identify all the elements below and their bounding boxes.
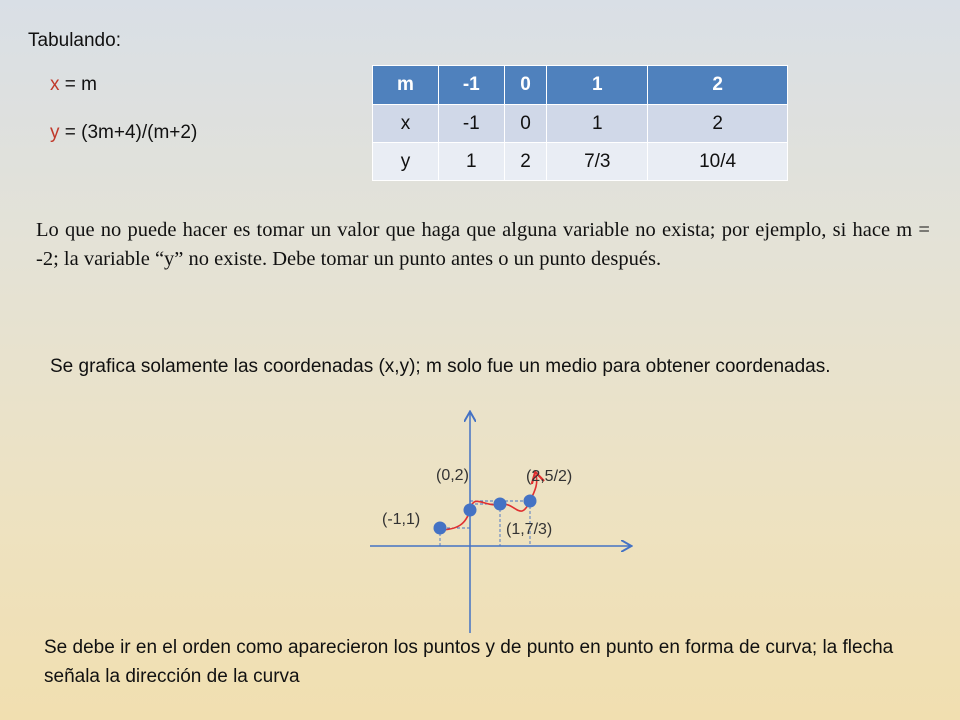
point-label: (1,7/3) [506, 521, 553, 539]
table-cell: -1 [438, 105, 504, 143]
table-header-cell: 1 [547, 66, 648, 105]
data-point [464, 504, 477, 517]
table-cell: 7/3 [547, 143, 648, 181]
table-cell: 10/4 [648, 143, 788, 181]
table-header-cell: 2 [648, 66, 788, 105]
equation-x-rest: = m [59, 74, 97, 95]
point-label: (2,5/2) [526, 468, 573, 485]
footer-note: Se debe ir en el orden como aparecieron los puntos y de punto en punto en forma de curva; la flecha señala la dirección de la curva [44, 637, 894, 687]
table-cell: 1 [438, 143, 504, 181]
table-cell: 1 [547, 105, 648, 143]
table-row [373, 105, 788, 143]
table-header-row [373, 66, 788, 105]
point-label: (0,2) [436, 467, 469, 484]
data-point [494, 498, 507, 511]
data-point [434, 522, 447, 535]
table-cell: y [373, 143, 439, 181]
table-cell: 2 [504, 143, 547, 181]
values-table [372, 65, 788, 181]
explanation-paragraph: Lo que no puede hacer es tomar un valor que haga que alguna variable no exista; por ejemplo, si hace m = -2; la variable “y” no existe. Debe tomar un punto antes o un punto después. [36, 219, 930, 270]
table-cell: x [373, 105, 439, 143]
table-cell: 2 [648, 105, 788, 143]
graph-caption: Se grafica solamente las coordenadas (x,y); m solo fue un medio para obtener coordenadas. [50, 356, 831, 377]
heading: Tabulando: [28, 30, 121, 51]
table-header-cell: -1 [438, 66, 504, 105]
equation-y-var: y [50, 122, 60, 143]
table-header-cell: m [373, 66, 439, 105]
equation-y-rest: = (3m+4)/(m+2) [59, 122, 198, 143]
equation-x-var: x [50, 74, 60, 95]
table-cell: 0 [504, 105, 547, 143]
equation-x [50, 74, 97, 96]
data-point [524, 495, 537, 508]
equation-y [50, 122, 197, 144]
table-header-cell: 0 [504, 66, 547, 105]
points-layer [382, 467, 572, 538]
point-label: (-1,1) [382, 511, 421, 528]
table-row [373, 143, 788, 181]
coordinate-graph [360, 405, 650, 635]
